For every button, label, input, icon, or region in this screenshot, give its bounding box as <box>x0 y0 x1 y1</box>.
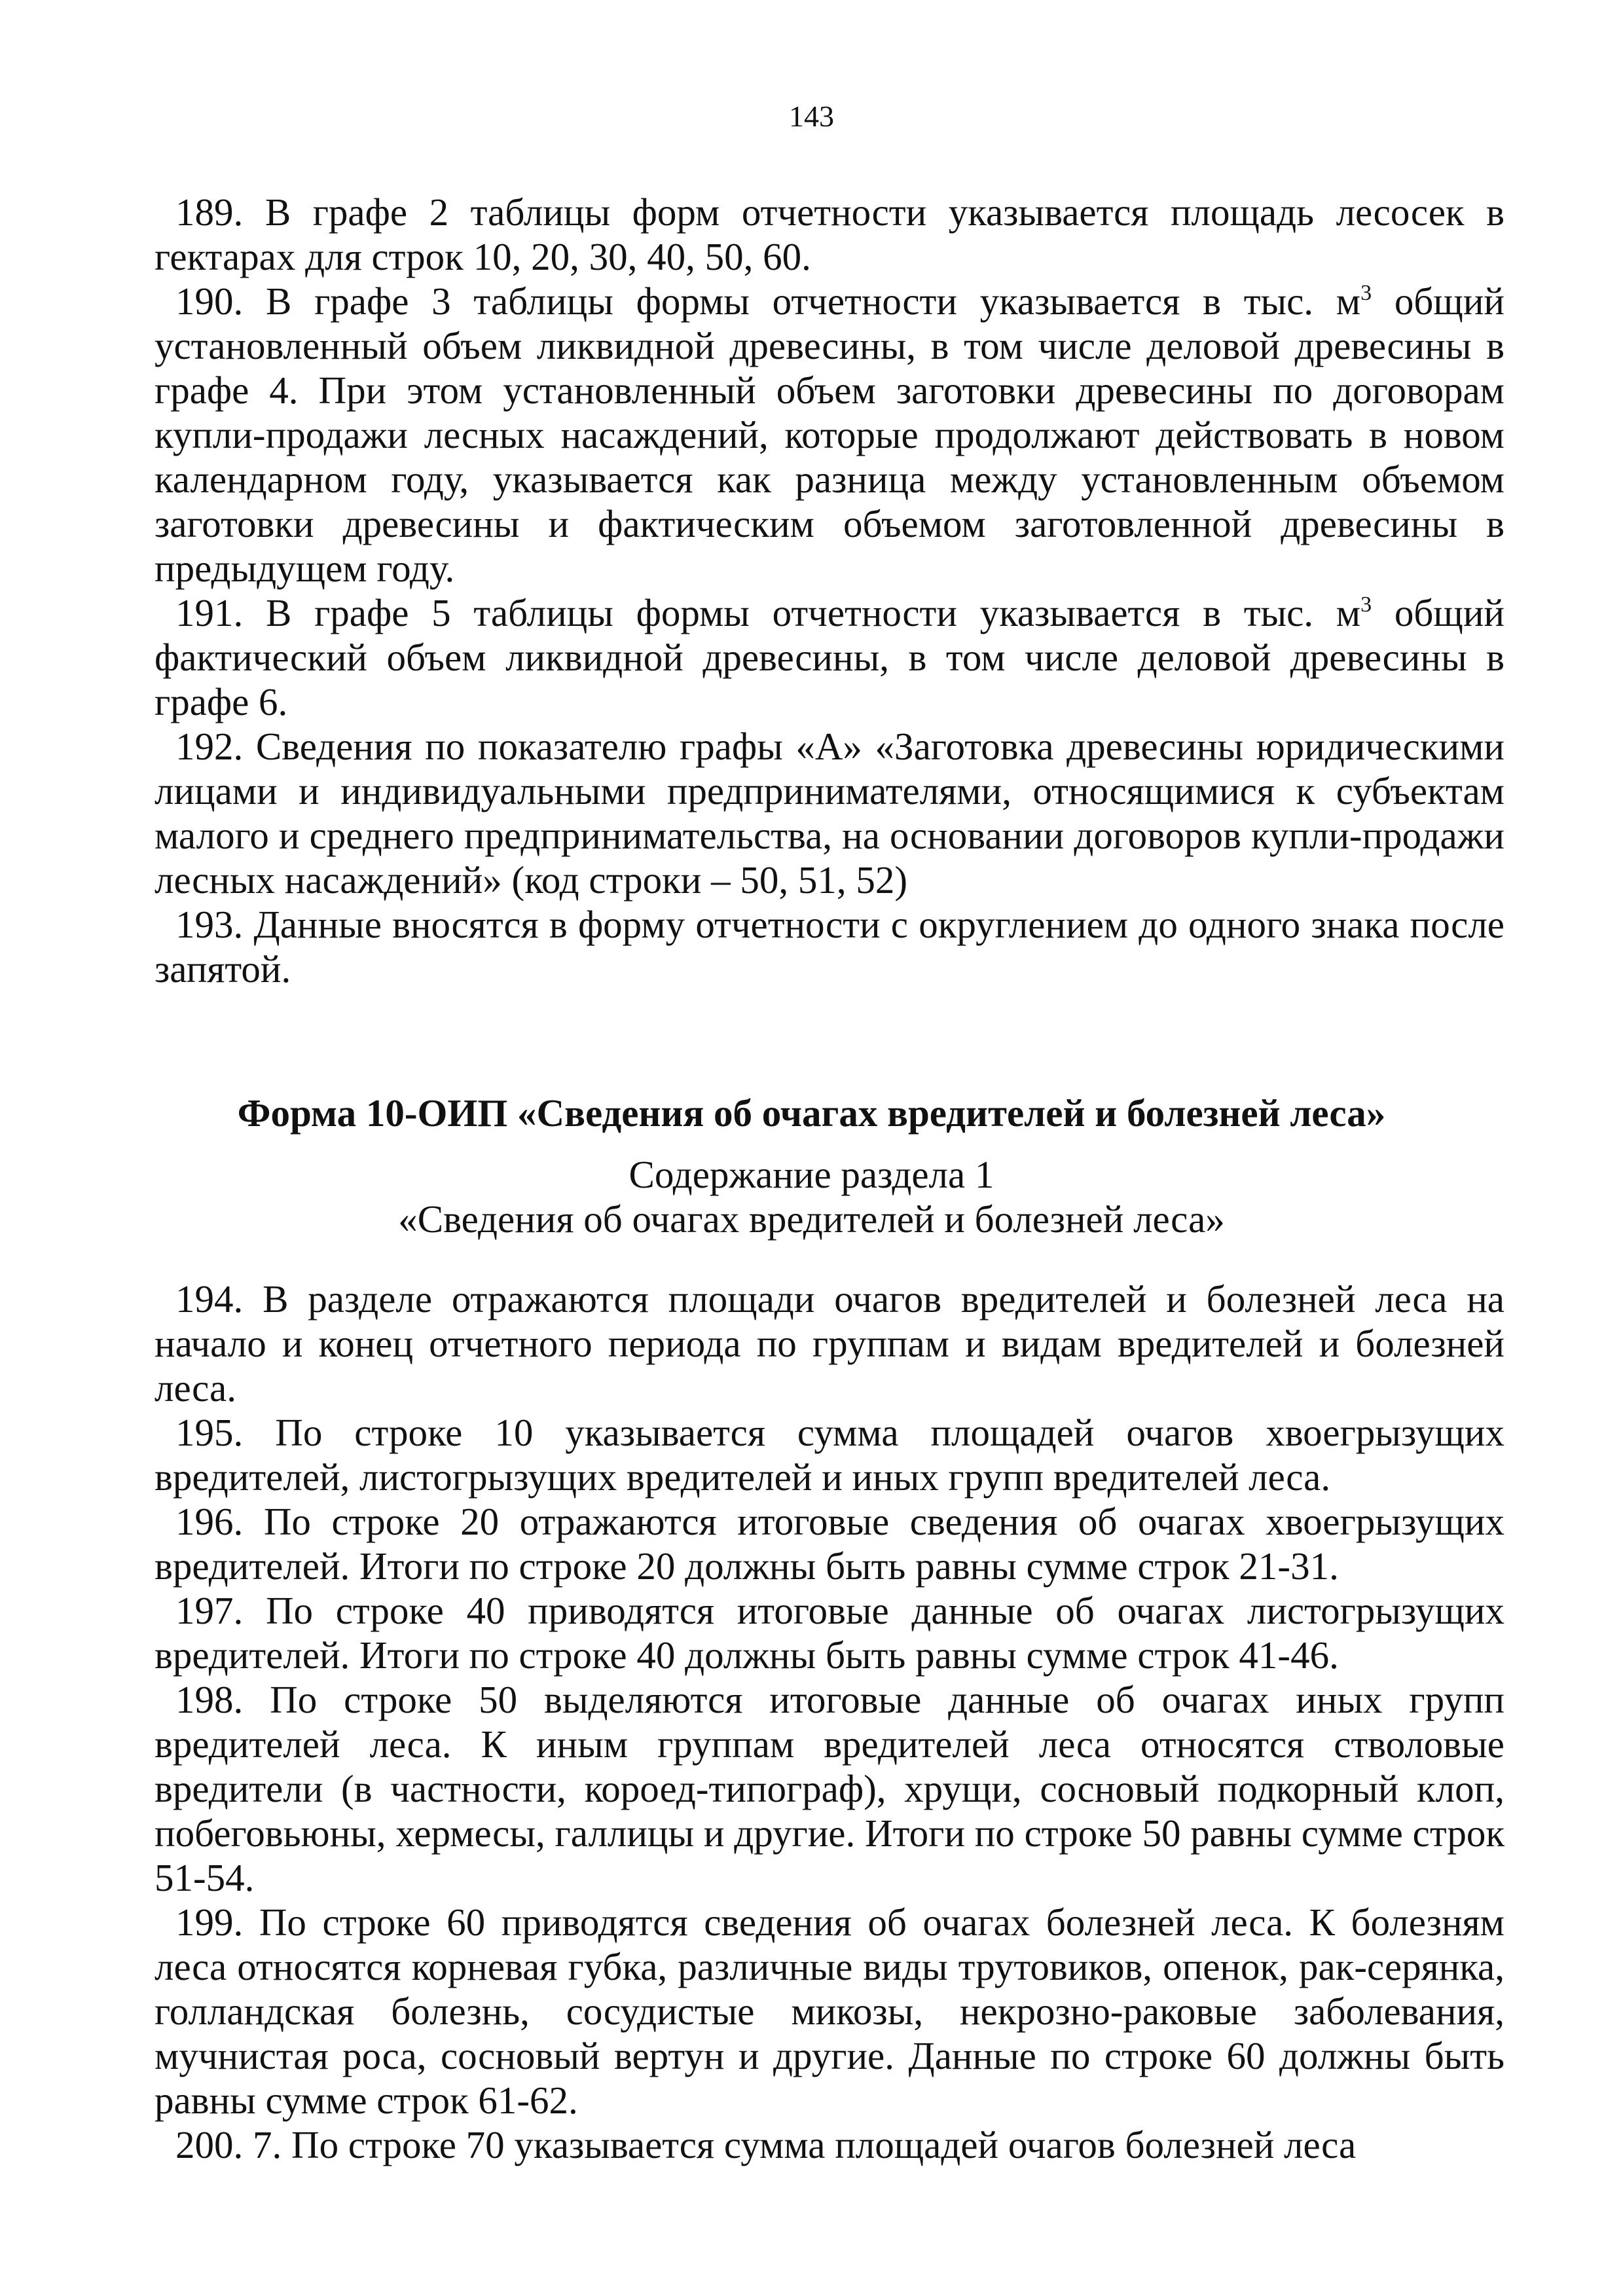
paragraph-197 <box>155 1588 1504 1677</box>
paragraph-193 <box>155 902 1504 991</box>
paragraph-198 <box>155 1677 1504 1900</box>
paragraph-195 <box>155 1410 1504 1499</box>
paragraph-196 <box>155 1499 1504 1588</box>
paragraph-number: 195. <box>175 1411 244 1454</box>
paragraph-number: 190. <box>175 280 244 323</box>
page-number: 143 <box>789 100 834 133</box>
paragraph-text: Сведения по показателю графы «А» «Заготовка древесины юридическими лицами и индивидуальными предпринимателями, относящимися к субъектам малого и среднего предпринимательства, на основании договоров купли-продажи лесных насаждений» (код строки – 50, 51, 52) <box>155 725 1505 902</box>
paragraph-194 <box>155 1277 1504 1410</box>
paragraph-text: По строке 60 приводятся сведения об очагах болезней леса. К болезням леса относятся корневая губка, различные виды трутовиков, опенок, рак-серянка, голландская болезнь, сосудистые микозы, некрозно-раковые заболевания, мучнистая роса, сосновый вертун и другие. Данные по строке 60 должны быть равны сумме строк 61-62. <box>155 1901 1504 2122</box>
paragraph-number: 194. <box>175 1277 244 1321</box>
paragraph-number: 191. <box>175 591 244 634</box>
paragraph-number: 199. <box>175 1901 244 1944</box>
form-title: Форма 10-ОИП «Сведения об очагах вредителей и болезней леса» <box>237 1091 1386 1135</box>
top-paragraphs <box>155 190 1504 991</box>
paragraph-text: 7. По строке 70 указывается сумма площадей очагов болезней леса <box>253 2123 1357 2166</box>
paragraph-number: 193. <box>175 903 244 946</box>
paragraph-text: По строке 10 указывается сумма площадей очагов хвоегрызущих вредителей, листогрызущих вредителей и иных групп вредителей леса. <box>155 1411 1504 1499</box>
paragraph-number: 197. <box>175 1589 244 1632</box>
paragraph-text: По строке 40 приводятся итоговые данные об очагах листогрызущих вредителей. Итоги по строке 40 должны быть равны сумме строк 41-46. <box>155 1589 1505 1677</box>
paragraph-191 <box>155 591 1504 724</box>
paragraph-text-part2: общий установленный объем ликвидной древесины, в том числе деловой древесины в графе 4. При этом установленный объем заготовки древесины по договорам купли-продажи лесных насаждений, которые продолжают действовать в новом календарном году, указывается как разница между установленным объемом заготовки древесины и фактическим объемом заготовленной древесины в предыдущем году. <box>155 280 1505 590</box>
paragraph-number: 196. <box>175 1500 244 1543</box>
paragraph-text: По строке 50 выделяются итоговые данные об очагах иных групп вредителей леса. К иным группам вредителей леса относятся стволовые вредители (в частности, короед-типограф), хрущи, сосновый подкорный клоп, побеговьюны, хермесы, галлицы и другие. Итоги по строке 50 равны сумме строк 51-54. <box>155 1678 1504 1899</box>
paragraph-192 <box>155 724 1504 902</box>
paragraph-number: 192. <box>175 725 244 768</box>
paragraph-190 <box>155 279 1504 591</box>
paragraph-text: По строке 20 отражаются итоговые сведения об очагах хвоегрызущих вредителей. Итоги по строке 20 должны быть равны сумме строк 21-31. <box>155 1500 1505 1588</box>
paragraph-text-part2: общий фактический объем ликвидной древесины, в том числе деловой древесины в графе 6. <box>155 591 1505 723</box>
section-heading-line2: «Сведения об очагах вредителей и болезней леса» <box>398 1197 1225 1241</box>
paragraph-number: 198. <box>175 1678 244 1721</box>
bottom-paragraphs <box>155 1277 1504 2167</box>
section-heading-line1: Содержание раздела 1 <box>629 1153 994 1196</box>
paragraph-199 <box>155 1900 1504 2123</box>
paragraph-number: 200. <box>175 2123 244 2166</box>
paragraph-text-part1: В графе 3 таблицы формы отчетности указывается в тыс. м <box>266 280 1361 323</box>
paragraph-text-part1: В графе 5 таблицы формы отчетности указывается в тыс. м <box>266 591 1361 634</box>
paragraph-number: 189. <box>175 191 244 234</box>
superscript: 3 <box>1360 592 1372 617</box>
paragraph-text: Данные вносятся в форму отчетности с округлением до одного знака после запятой. <box>155 903 1504 991</box>
superscript: 3 <box>1360 281 1372 305</box>
paragraph-text: В разделе отражаются площади очагов вредителей и болезней леса на начало и конец отчетного периода по группам и видам вредителей и болезней леса. <box>155 1277 1504 1410</box>
paragraph-200 <box>155 2123 1504 2167</box>
paragraph-189 <box>134 190 1504 279</box>
paragraph-text: В графе 2 таблицы форм отчетности указывается площадь лесосек в гектарах для строк 10, 20, 30, 40, 50, 60. <box>155 191 1505 278</box>
section-heading <box>0 1152 1623 1241</box>
